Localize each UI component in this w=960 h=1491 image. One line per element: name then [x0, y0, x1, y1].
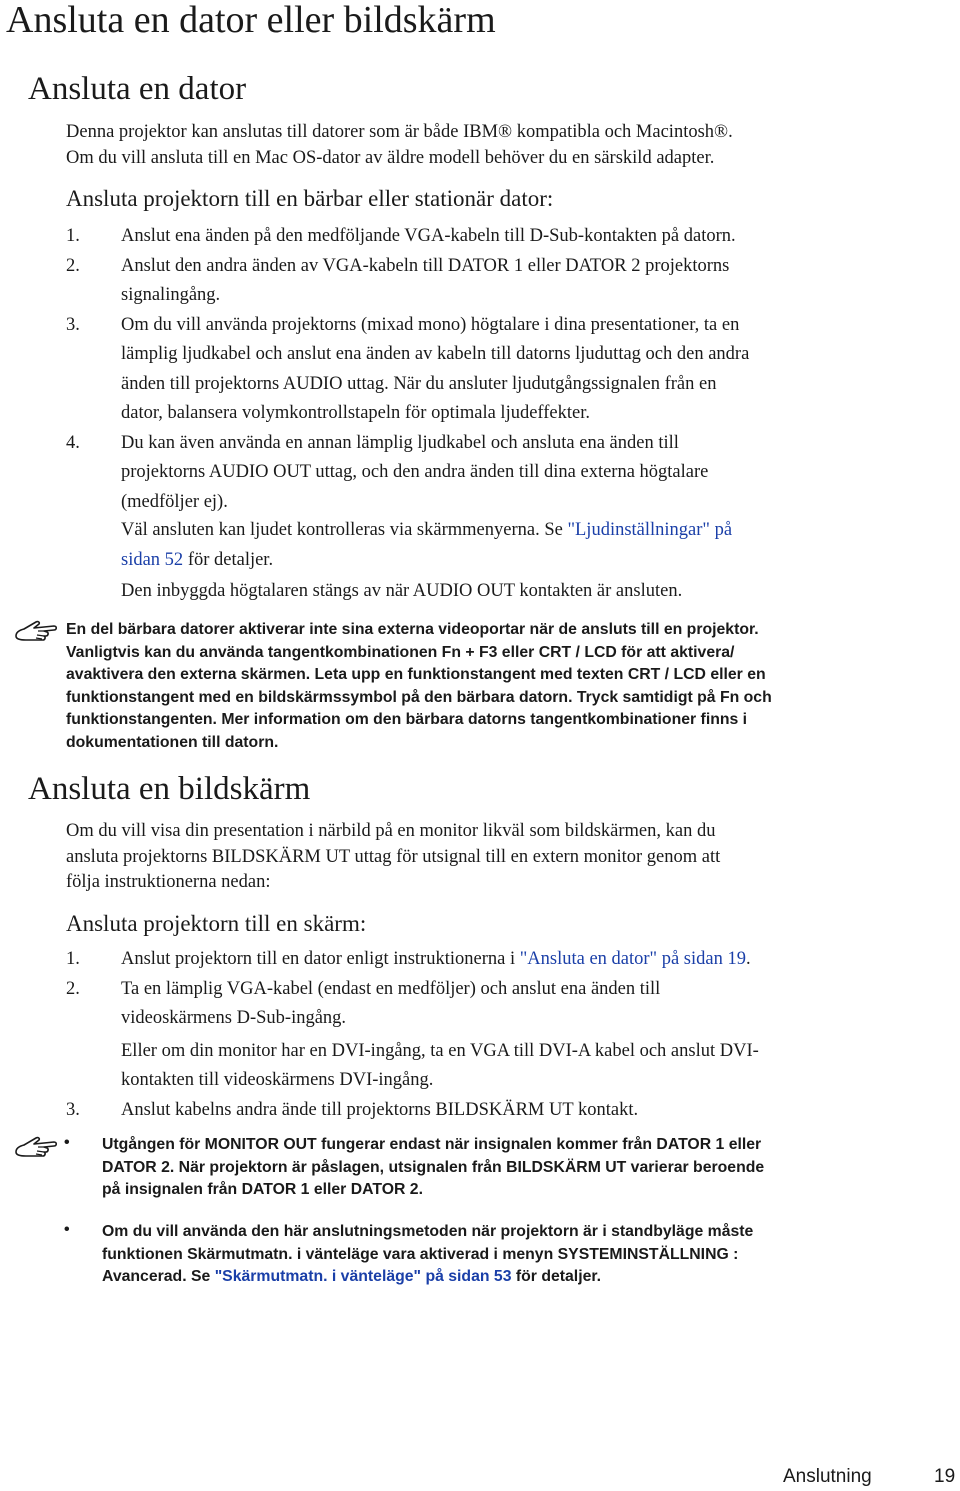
note-line: Vanligtvis kan du använda tangentkombinationen Fn + F3 eller CRT / LCD för att aktivera/: [66, 643, 735, 661]
link-ansluta-en-dator[interactable]: "Ansluta en dator" på sidan 19: [519, 949, 746, 969]
intro-paragraph-2: [66, 819, 720, 896]
intro-line: Om du vill ansluta till en Mac OS-dator av äldre modell behöver du en särskild adapter.: [66, 147, 715, 168]
speaker-off-paragraph: Den inbyggda högtalaren stängs av när AUDIO OUT kontakten är ansluten.: [121, 581, 683, 601]
step-line: Eller om din monitor har en DVI-ingång, ta en VGA till DVI-A kabel och anslut DVI-: [121, 1040, 759, 1061]
step-text: Anslut projektorn till en dator enligt instruktionerna i: [121, 949, 520, 969]
note-bullet-1: [102, 1134, 764, 1202]
note-line: avaktivera den externa skärmen. Leta upp en funktionstangent med texten CRT / LCD eller en: [66, 666, 766, 683]
step-line: projektorns AUDIO OUT uttag, och den andra änden till dina externa högtalare: [121, 462, 709, 482]
list-item: [66, 429, 946, 518]
note-line: En del bärbara datorer aktiverar inte sina externa videoportar när de ansluts till en projektor.: [66, 621, 759, 638]
step-number: 2.: [66, 978, 80, 999]
step-line: Anslut den andra änden av VGA-kabeln till DATOR 1 eller DATOR 2 projektorns: [121, 255, 730, 276]
link-skarmutmatn[interactable]: "Skärmutmatn. i vänteläge" på sidan 53: [214, 1268, 512, 1285]
note-bullet-2: [102, 1221, 753, 1289]
step-tail: .: [745, 949, 751, 969]
step-line: Ta en lämplig VGA-kabel (endast en medföljer) och anslut ena änden till: [121, 978, 661, 999]
step-number: 1.: [66, 226, 80, 246]
note-line: dokumentationen till datorn.: [66, 733, 279, 751]
section-heading-bildskarm: Ansluta en bildskärm: [28, 771, 311, 807]
note-line: Utgången för MONITOR OUT fungerar endast när insignalen kommer från DATOR 1 eller: [102, 1136, 762, 1153]
note-hand-icon: [14, 614, 62, 644]
intro-line: ansluta projektorns BILDSKÄRM UT uttag för utsignal till en extern monitor genom att: [66, 846, 721, 867]
footer-page-number: 19: [934, 1466, 956, 1487]
note-line: funktionen Skärmutmatn. i vänteläge vara aktiverad i menyn SYSTEMINSTÄLLNING :: [102, 1245, 739, 1263]
steps-list-skarm: [66, 945, 946, 1125]
link-ljudinstallningar[interactable]: "Ljudinställningar" på: [567, 520, 733, 540]
list-item: [66, 252, 946, 311]
page-title: Ansluta en dator eller bildskärm: [6, 0, 496, 41]
step-line: Du kan även använda en annan lämplig ljudkabel och ansluta ena änden till: [121, 432, 679, 453]
bullet-marker: •: [64, 1221, 70, 1238]
step-text: Anslut kabelns andra ände till projektorns BILDSKÄRM UT kontakt.: [121, 1099, 639, 1120]
subheading-dator: Ansluta projektorn till en bärbar eller stationär dator:: [66, 186, 554, 211]
list-item: [66, 945, 946, 975]
step-number: 3.: [66, 314, 80, 335]
step-number: 3.: [66, 1099, 80, 1120]
step-number: 4.: [66, 432, 80, 453]
step-number: 1.: [66, 949, 80, 969]
list-item: [66, 1096, 946, 1126]
subheading-skarm: Ansluta projektorn till en skärm:: [66, 911, 367, 936]
steps-list-dator: [66, 222, 946, 517]
step-number: 2.: [66, 255, 80, 276]
step-line: Om du vill använda projektorns (mixad mono) högtalare i dina presentationer, ta en: [121, 314, 740, 335]
intro-paragraph-1: [66, 120, 733, 171]
step-line: dator, balansera volymkontrollstapeln för optimala ljudeffekter.: [121, 403, 590, 423]
step-line: änden till projektorns AUDIO uttag. När du ansluter ljudutgångssignalen från en: [121, 373, 717, 394]
step-line: (medföljer ej).: [121, 491, 228, 512]
step-line: signalingång.: [121, 285, 221, 305]
extra-text: Väl ansluten kan ljudet kontrolleras via skärmmenyerna. Se: [121, 520, 568, 540]
list-item: [66, 311, 946, 429]
extra-tail: för detaljer.: [183, 549, 274, 570]
note-line: funktionstangent med en bildskärmssymbol på den bärbara datorn. Tryck samtidigt på Fn och: [66, 688, 772, 706]
link-sidan-52[interactable]: sidan 52: [121, 549, 184, 570]
step-line: kontakten till videoskärmens DVI-ingång.: [121, 1070, 434, 1090]
bullet-marker: •: [64, 1134, 70, 1151]
list-item: [66, 222, 946, 252]
note-line: funktionstangenten. Mer information om den bärbara datorns tangentkombinationer finns i: [66, 711, 748, 728]
note-box-dator: [66, 619, 772, 754]
note-line: Om du vill använda den här anslutningsmetoden när projektorn är i standbyläge måste: [102, 1223, 754, 1240]
intro-line: följa instruktionerna nedan:: [66, 872, 271, 892]
note-hand-icon: [14, 1130, 62, 1160]
list-item: [66, 975, 946, 1034]
intro-line: Om du vill visa din presentation i närbild på en monitor likväl som bildskärmen, kan du: [66, 821, 716, 841]
footer-section-name: Anslutning: [783, 1466, 872, 1487]
intro-line: Denna projektor kan anslutas till datorer som är både IBM® kompatibla och Macintosh®.: [66, 122, 733, 142]
note-line: DATOR 2. När projektorn är påslagen, utsignalen från BILDSKÄRM UT varierar beroende: [102, 1158, 765, 1176]
note-tail: för detaljer.: [511, 1268, 602, 1285]
step-line: Anslut ena änden på den medföljande VGA-kabeln till D-Sub-kontakten på datorn.: [121, 226, 736, 246]
step-extra: [66, 1037, 946, 1096]
section-heading-dator: Ansluta en dator: [28, 71, 247, 107]
note-line: på insignalen från DATOR 1 eller DATOR 2.: [102, 1181, 423, 1198]
step-line: videoskärmens D-Sub-ingång.: [121, 1008, 347, 1028]
note-text: Avancerad. Se: [102, 1268, 215, 1285]
audio-note-paragraph: [121, 516, 732, 575]
step-line: lämplig ljudkabel och anslut ena änden av kabeln till datorns ljuduttag och den andra: [121, 344, 750, 364]
